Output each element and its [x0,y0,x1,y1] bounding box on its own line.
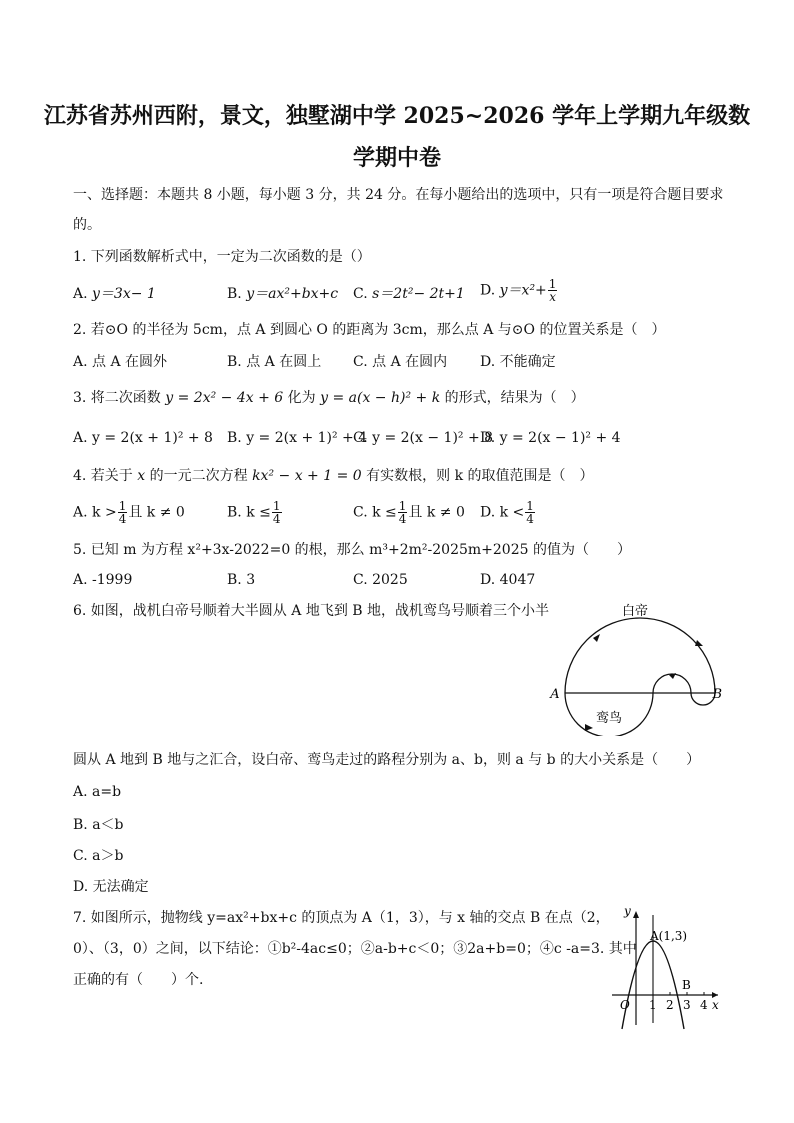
question-7-stem-cont: 0）、（3，0）之间，以下结论：①b²-4ac≤0；②a-b+c＜0；③2a+b=0；④c -a=3. 其中 [73,941,637,957]
q5-option-b[interactable]: B. 3 [227,572,256,588]
q2-option-c[interactable]: C. 点 A 在圆内 [353,354,448,370]
q2-option-b[interactable]: B. 点 A 在圆上 [227,354,322,370]
question-7-stem-cont2: 正确的有（ ）个. [73,972,204,988]
small-semicircle-3 [691,693,715,705]
q1-option-a[interactable]: A. y＝3x− 1 [73,286,156,302]
arrow-icon [695,640,703,646]
q5-option-d[interactable]: D. 4047 [480,572,536,588]
q5-option-a[interactable]: A. -1999 [73,572,133,588]
question-1-stem: 1. 下列函数解析式中，一定为二次函数的是（） [73,249,371,265]
exam-title-line1: 江苏省苏州西附，景文，独墅湖中学 2025~2026 学年上学期九年级数 [43,103,751,129]
point-b-label: B [682,978,691,992]
question-2-stem: 2. 若⊙O 的半径为 5cm，点 A 到圆心 O 的距离为 3cm，那么点 A 与⊙O 的位置关系是（ ） [73,322,666,338]
q4-option-c[interactable]: C. k ≤ $\frac{1}{4}$ 且 k ≠ 0 [353,499,465,526]
q1-option-d[interactable]: D. y＝x²+ $\frac{1}{x}$ [480,277,557,304]
y-axis-label: y [624,905,631,918]
x-axis-label: x [712,998,719,1012]
question-5-stem: 5. 已知 m 为方程 x²+3x-2022=0 的根，那么 m³+2m²-2025m+2025 的值为（ ） [73,542,631,558]
label-luanniao: 鸾鸟 [595,711,623,726]
question-3-stem: 3. 将二次函数 y = 2x² − 4x + 6 化为 y = a(x − h)² + k 的形式，结果为（ ） [73,390,585,406]
q3-option-c[interactable]: C. y = 2(x − 1)² + 8 [353,430,494,446]
section-instructions-cont: 的。 [73,217,101,233]
q6-option-c[interactable]: C. a＞b [73,848,124,864]
semicircle-paths-figure [545,598,725,736]
q4-option-b[interactable]: B. k ≤ $\frac{1}{4}$ [227,499,281,526]
point-a-label: A [550,687,560,702]
x-tick-label-2: 2 [666,998,674,1012]
fraction: $\frac{1}{4}$ [526,499,534,526]
fraction: $\frac{1}{4}$ [398,499,407,526]
q5-option-c[interactable]: C. 2025 [353,572,408,588]
fraction: $\frac{1}{4}$ [118,499,127,526]
label-baidi: 白帝 [621,604,649,619]
q3-option-b[interactable]: B. y = 2(x + 1)² + 4 [227,430,368,446]
large-semicircle-path [565,618,715,693]
question-7-stem: 7. 如图所示，抛物线 y=ax²+bx+c 的顶点为 A（1，3），与 x 轴的交点 B 在点（2， [73,910,610,926]
parabola-figure [606,905,726,1033]
point-b-label: B [712,687,722,702]
question-6-stem: 6. 如图，战机白帝号顺着大半圆从 A 地飞到 B 地，战机鸾鸟号顺着三个小半 [73,603,550,619]
fraction: $\frac{1}{x}$ [548,277,557,304]
q1-option-b[interactable]: B. y＝ax²+bx+c [227,286,339,302]
q4-option-d[interactable]: D. k < $\frac{1}{4}$ [480,499,534,526]
x-tick-label-1: 1 [649,998,657,1012]
q6-option-b[interactable]: B. a＜b [73,817,124,833]
q3-option-d[interactable]: D. y = 2(x − 1)² + 4 [480,430,621,446]
x-tick-label-3: 3 [683,998,691,1012]
q6-option-a[interactable]: A. a=b [73,784,122,800]
fraction: $\frac{1}{4}$ [272,499,281,526]
origin-label: O [620,998,630,1012]
vertex-label: A(1,3) [650,929,688,943]
question-4-stem: 4. 若关于 x 的一元二次方程 kx² − x + 1 = 0 有实数根，则 k 的取值范围是（ ） [73,468,594,484]
y-axis-arrow-icon [633,911,639,918]
q2-option-d[interactable]: D. 不能确定 [480,354,556,370]
q2-option-a[interactable]: A. 点 A 在圆外 [73,354,168,370]
arrow-icon [593,634,600,642]
q1-option-c[interactable]: C. s＝2t²− 2t+1 [353,286,465,302]
exam-title-line2: 学期中卷 [352,145,441,171]
q4-option-a[interactable]: A. k > $\frac{1}{4}$ 且 k ≠ 0 [73,499,185,526]
arrow-icon [585,724,593,731]
q3-option-a[interactable]: A. y = 2(x + 1)² + 8 [73,430,213,446]
q6-option-d[interactable]: D. 无法确定 [73,879,149,895]
section-instructions: 一、选择题：本题共 8 小题，每小题 3 分，共 24 分。在每小题给出的选项中，只有一项是符合题目要求 [73,187,724,203]
x-tick-label-4: 4 [700,998,708,1012]
question-6-stem-cont: 圆从 A 地到 B 地与之汇合，设白帝、鸾鸟走过的路程分别为 a、b，则 a 与 b 的大小关系是（ ） [73,752,701,768]
